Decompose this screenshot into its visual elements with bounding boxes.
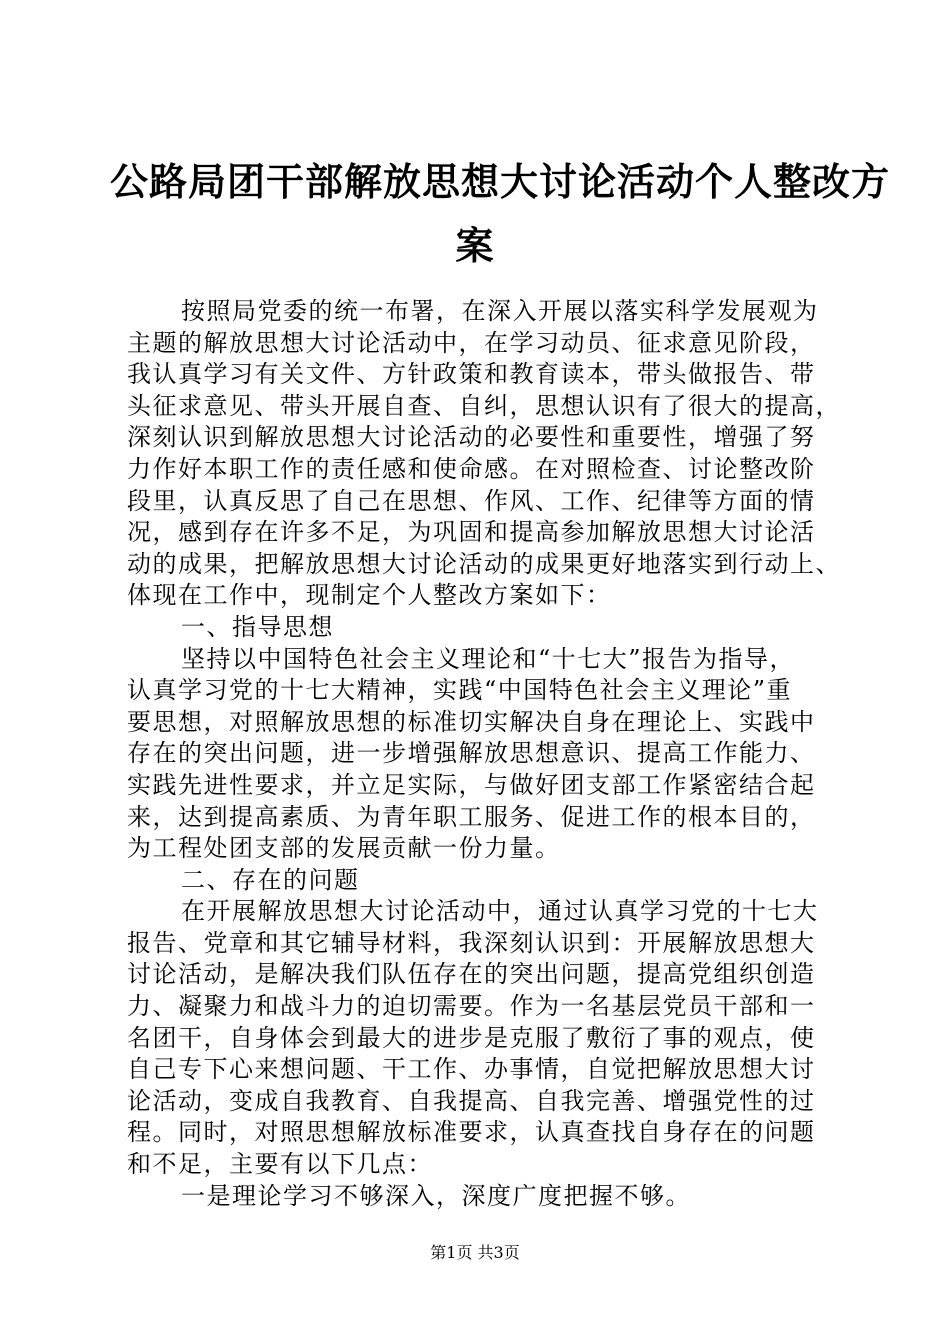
body-text-line: 存在的突出问题，进一步增强解放思想意识、提高工作能力、 — [127, 739, 816, 768]
body-text-line: 为工程处团支部的发展贡献一份力量。 — [127, 834, 561, 863]
body-text-line: 程。同时，对照思想解放标准要求，认真查找自身存在的问题 — [127, 1118, 816, 1147]
body-text-line: 主题的解放思想大讨论活动中，在学习动员、征求意见阶段， — [127, 328, 816, 357]
document-body — [127, 296, 841, 1212]
body-text-line: 坚持以中国特色社会主义理论和“十七大”报告为指导， — [181, 644, 796, 673]
body-text-line: 论活动，变成自我教育、自我提高、自我完善、增强党性的过 — [127, 1086, 816, 1115]
body-text-line: 深刻认识到解放思想大讨论活动的必要性和重要性，增强了努 — [127, 423, 816, 452]
body-text-line: 段里，认真反思了自己在思想、作风、工作、纪律等方面的情 — [127, 486, 816, 515]
body-text-line: 要思想，对照解放思想的标准切实解决自身在理论上、实践中 — [127, 707, 816, 736]
body-text-line: 报告、党章和其它辅导材料，我深刻认识到：开展解放思想大 — [127, 928, 816, 957]
body-text-line: 二、存在的问题 — [181, 865, 360, 894]
document-title-line-1: 公路局团干部解放思想大讨论活动个人整改方 — [110, 159, 891, 204]
body-text-line: 认真学习党的十七大精神，实践“中国特色社会主义理论”重 — [127, 676, 793, 705]
document-title-line-2: 案 — [455, 223, 495, 268]
body-text-line: 一、指导思想 — [181, 612, 334, 641]
body-text-line: 自己专下心来想问题、干工作、办事情，自觉把解放思想大讨 — [127, 1055, 816, 1084]
body-text-line: 来，达到提高素质、为青年职工服务、促进工作的根本目的， — [127, 802, 816, 831]
body-text-line: 名团干，自身体会到最大的进步是克服了敷衍了事的观点，使 — [127, 1023, 816, 1052]
body-text-line: 实践先进性要求，并立足实际，与做好团支部工作紧密结合起 — [127, 770, 816, 799]
body-text-line: 力、凝聚力和战斗力的迫切需要。作为一名基层党员干部和一 — [127, 992, 816, 1021]
body-text-line: 头征求意见、带头开展自查、自纠，思想认识有了很大的提高， — [127, 391, 841, 420]
body-text-line: 体现在工作中，现制定个人整改方案如下： — [127, 581, 612, 610]
page-footer: 第1页 共3页 — [430, 1243, 520, 1262]
body-text-line: 一是理论学习不够深入，深度广度把握不够。 — [181, 1181, 691, 1210]
body-text-line: 动的成果，把解放思想大讨论活动的成果更好地落实到行动上、 — [127, 549, 841, 578]
body-text-line: 讨论活动，是解决我们队伍存在的突出问题，提高党组织创造 — [127, 960, 816, 989]
body-text-line: 在开展解放思想大讨论活动中，通过认真学习党的十七大 — [181, 897, 819, 926]
body-text-line: 力作好本职工作的责任感和使命感。在对照检查、讨论整改阶 — [127, 454, 816, 483]
body-text-line: 况，感到存在许多不足，为巩固和提高参加解放思想大讨论活 — [127, 518, 816, 547]
body-text-line: 我认真学习有关文件、方针政策和教育读本，带头做报告、带 — [127, 360, 816, 389]
body-text-line: 按照局党委的统一布署，在深入开展以落实科学发展观为 — [181, 297, 819, 325]
body-text-line: 和不足，主要有以下几点： — [127, 1150, 433, 1179]
